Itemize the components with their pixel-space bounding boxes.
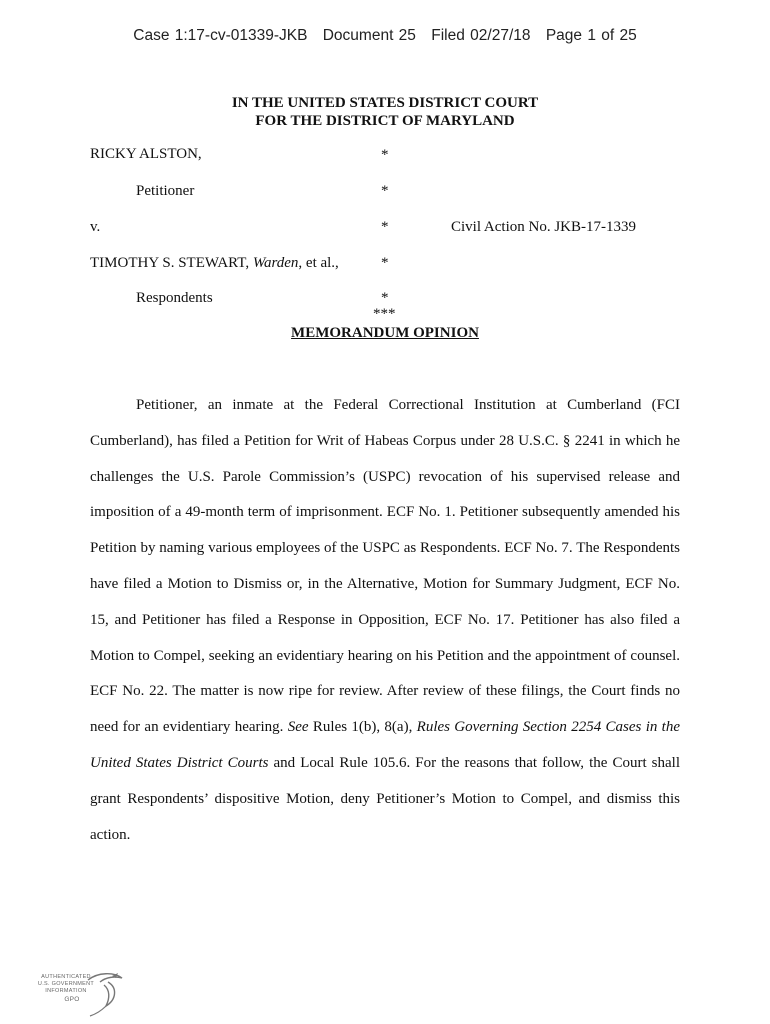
respondent-role: Respondents	[136, 290, 213, 306]
case-number: Case 1:17-cv-01339-JKB	[133, 27, 308, 44]
filed-date: Filed 02/27/18	[431, 27, 531, 44]
page-number: Page 1 of 25	[545, 27, 637, 44]
memorandum-title: MEMORANDUM OPINION	[291, 325, 479, 341]
caption-triple-star: ***	[373, 306, 396, 322]
respondent-name: TIMOTHY S. STEWART, Warden, et al.,	[90, 255, 339, 271]
caption-star: *	[381, 147, 389, 163]
petitioner-role: Petitioner	[136, 183, 195, 199]
document-number: Document 25	[322, 27, 416, 44]
gpo-authentication-logo: AUTHENTICATED U.S. GOVERNMENT INFORMATION GPO	[30, 970, 130, 1018]
caption-star: *	[381, 255, 389, 271]
opening-paragraph: Petitioner, an inmate at the Federal Correctional Institution at Cumberland (FCI Cumberland), has filed a Petition for Writ of Habeas Corpus under 28 U.S.C. § 2241 in which he challenges the U.S. Parole Commission’s (USPC) revocation of his supervised release and imposition of a 49-month term of imprisonment. ECF No. 1. Petitioner subsequently amended his Petition by naming various employees of the USPC as Respondents. ECF No. 7. The Respondents have filed a Motion to Dismiss or, in the Alternative, Motion for Summary Judgment, ECF No. 15, and Petitioner has filed a Response in Opposition, ECF No. 17. Petitioner has also filed a Motion to Compel, seeking an evidentiary hearing on his Petition and the appointment of counsel. ECF No. 22. The matter is now ripe for review. After review of these filings, the Court finds no need for an evidentiary hearing. See Rules 1(b), 8(a), Rules Governing Section 2254 Cases in the United States District Courts and Local Rule 105.6. For the reasons that follow, the Court shall grant Respondents’ dispositive Motion, deny Petitioner’s Motion to Compel, and dismiss this action.	[90, 397, 681, 843]
petitioner-name: RICKY ALSTON,	[90, 146, 202, 162]
opinion-body	[90, 388, 680, 853]
caption-star: *	[381, 183, 389, 199]
court-line-1: IN THE UNITED STATES DISTRICT COURT	[231, 95, 539, 111]
case-header	[0, 27, 770, 45]
eagle-emblem-icon	[82, 970, 130, 1018]
civil-action-number: Civil Action No. JKB-17-1339	[451, 219, 637, 235]
caption-star: *	[381, 290, 389, 306]
court-line-2: FOR THE DISTRICT OF MARYLAND	[255, 113, 515, 129]
caption-star: *	[381, 219, 389, 235]
court-heading	[0, 94, 770, 130]
versus: v.	[90, 219, 101, 235]
